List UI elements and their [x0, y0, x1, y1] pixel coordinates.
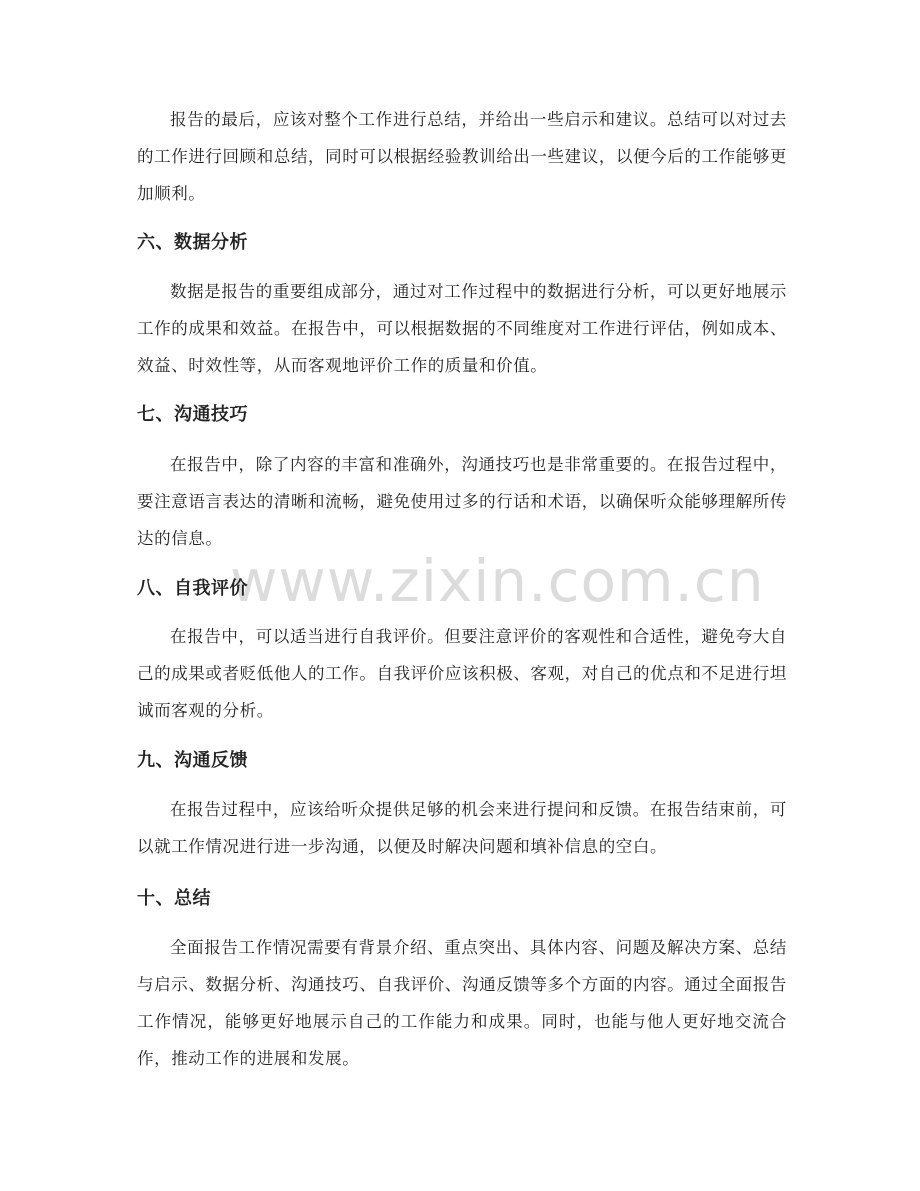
section-body-communication-feedback: 在报告过程中，应该给听众提供足够的机会来进行提问和反馈。在报告结束前，可以就工作情况进行进一步沟通，以便及时解决问题和填补信息的空白。 — [137, 800, 787, 856]
section-heading-data-analysis: 六、数据分析 — [137, 232, 248, 253]
section-body-summary: 全面报告工作情况需要有背景介绍、重点突出、具体内容、问题及解决方案、总结与启示、数据分析、沟通技巧、自我评价、沟通反馈等多个方面的内容。通过全面报告工作情况，能够更好地展示自己的工作能力和成果。同时，也能与他人更好地交流合作，推动工作的进展和发展。 — [137, 938, 787, 1068]
section-heading-communication-feedback: 九、沟通反馈 — [137, 750, 248, 771]
section-heading-summary: 十、总结 — [137, 888, 211, 909]
section-heading-communication-skills: 七、沟通技巧 — [137, 404, 248, 425]
section-heading-self-evaluation: 八、自我评价 — [137, 578, 248, 599]
section-body-self-evaluation: 在报告中，可以适当进行自我评价。但要注意评价的客观性和合适性，避免夸大自己的成果或者贬低他人的工作。自我评价应该积极、客观，对自己的优点和不足进行坦诚而客观的分析。 — [137, 627, 787, 720]
watermark: www.zixin.com.cn — [230, 547, 765, 615]
section-body-data-analysis: 数据是报告的重要组成部分，通过对工作过程中的数据进行分析，可以更好地展示工作的成果和效益。在报告中，可以根据数据的不同维度对工作进行评估，例如成本、效益、时效性等，从而客观地评价工作的质量和价值。 — [137, 282, 787, 375]
intro-paragraph: 报告的最后，应该对整个工作进行总结，并给出一些启示和建议。总结可以对过去的工作进行回顾和总结，同时可以根据经验教训给出一些建议，以便今后的工作能够更加顺利。 — [137, 110, 787, 203]
section-body-communication-skills: 在报告中，除了内容的丰富和准确外，沟通技巧也是非常重要的。在报告过程中，要注意语言表达的清晰和流畅，避免使用过多的行话和术语，以确保听众能够理解所传达的信息。 — [137, 455, 787, 548]
